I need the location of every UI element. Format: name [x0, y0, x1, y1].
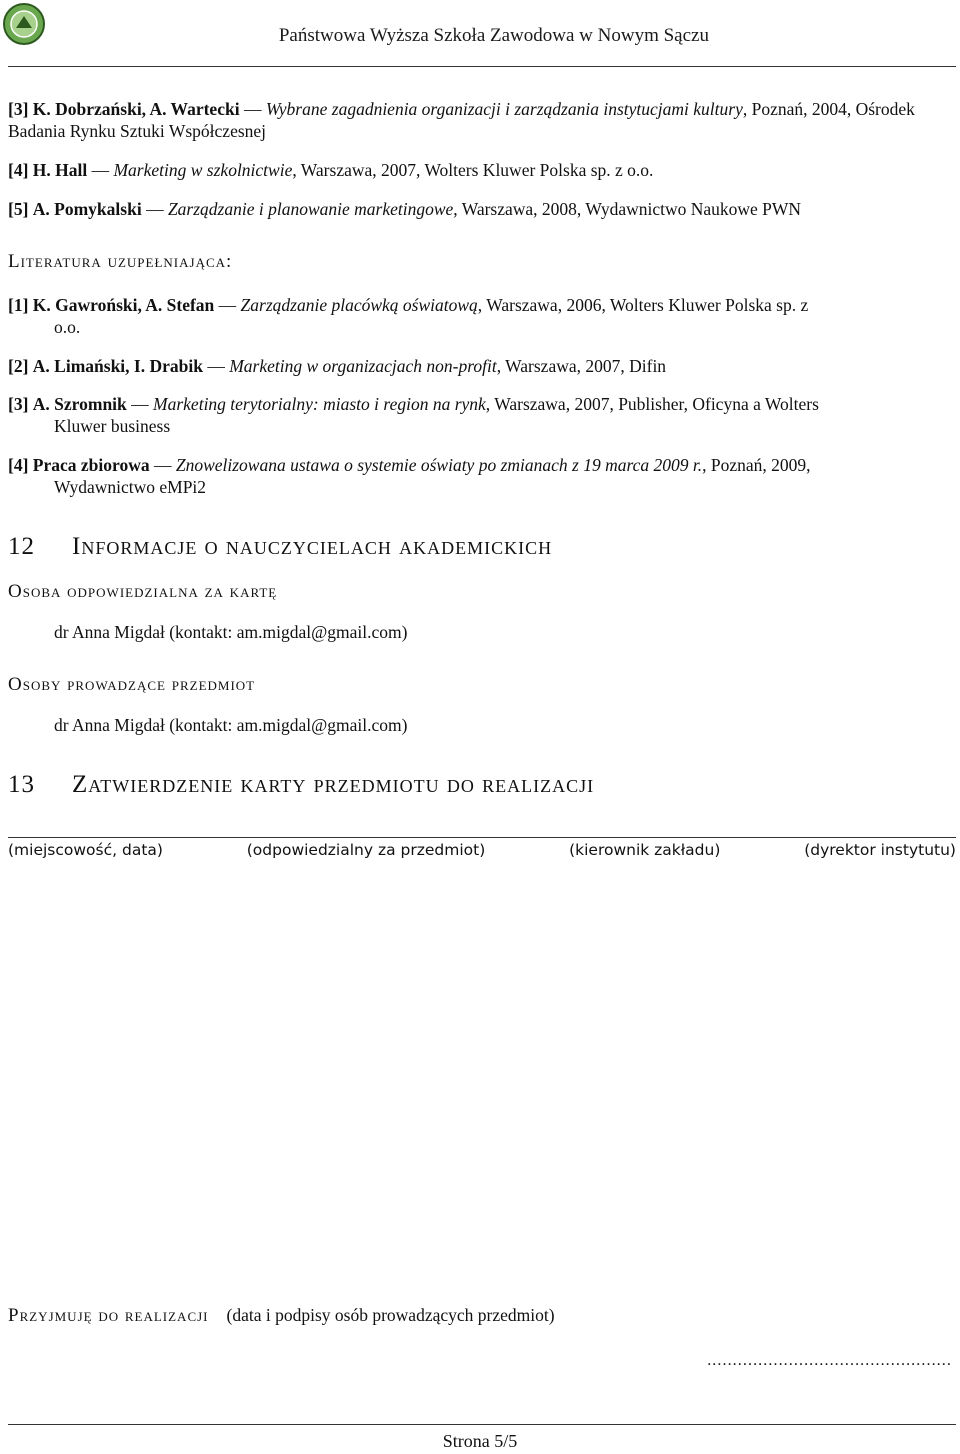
lecturers-contact: dr Anna Migdał (kontakt: am.migdal@gmail.com): [54, 715, 408, 735]
page-number: Strona 5/5: [442, 1431, 518, 1451]
signature-dots: ................................................: [707, 1352, 952, 1369]
signature-label-head: (kierownik zakładu): [569, 841, 721, 859]
university-logo: [2, 2, 46, 46]
section-13-heading: 13 Zatwierdzenie karty przedmiotu do realizacji: [8, 771, 595, 798]
acceptance-heading: Przyjmuję do realizacji: [8, 1305, 209, 1326]
ref-supp-4: [4] Praca zbiorowa — Znowelizowana ustawa o systemie oświaty po zmianach z 19 marca 2009 r., Poznań, 2009, Wydawnictwo eMPi2: [8, 455, 811, 497]
header-rule: [8, 66, 956, 67]
ref-main-5: [5] A. Pomykalski — Zarządzanie i planowanie marketingowe, Warszawa, 2008, Wydawnictwo Naukowe PWN: [8, 199, 802, 219]
header-title: Państwowa Wyższa Szkoła Zawodowa w Nowym Sączu: [278, 25, 709, 46]
signature-line: [8, 837, 956, 838]
signature-labels: [8, 841, 956, 859]
lecturers-heading: Osoby prowadzące przedmiot: [8, 674, 256, 695]
ref-supp-1: [1] K. Gawroński, A. Stefan — Zarządzanie placówką oświatową, Warszawa, 2006, Wolters Kluwer Polska sp. z o.o.: [8, 295, 809, 337]
responsible-person-contact: dr Anna Migdał (kontakt: am.migdal@gmail.com): [54, 622, 408, 642]
responsible-person-heading: Osoba odpowiedzialna za kartę: [8, 581, 278, 602]
signature-label-responsible: (odpowiedzialny za przedmiot): [246, 841, 486, 859]
section-12-heading: 12 Informacje o nauczycielach akademickich: [8, 533, 553, 560]
ref-main-4: [4] H. Hall — Marketing w szkolnictwie, Warszawa, 2007, Wolters Kluwer Polska sp. z o.o.: [8, 160, 654, 180]
supplementary-literature-heading: Literatura uzupełniająca:: [8, 251, 233, 272]
acceptance-note: (data i podpisy osób prowadzących przedmiot): [226, 1305, 555, 1325]
acceptance-block: [8, 1305, 555, 1327]
footer-rule: [8, 1424, 956, 1425]
ref-supp-3: [3] A. Szromnik — Marketing terytorialny: miasto i region na rynk, Warszawa, 2007, Publisher, Oficyna a Wolters Kluwer business: [8, 394, 819, 436]
signature-label-place-date: (miejscowość, data): [8, 841, 163, 859]
ref-supp-2: [2] A. Limański, I. Drabik — Marketing w organizacjach non-profit, Warszawa, 2007, Difin: [8, 356, 667, 376]
signature-label-director: (dyrektor instytutu): [804, 841, 956, 859]
ref-main-3: [3] K. Dobrzański, A. Wartecki — Wybrane zagadnienia organizacji i zarządzania instytucjami kultury, Poznań, 2004, Ośrodek Badania Rynku Sztuki Współczesnej: [8, 99, 915, 141]
